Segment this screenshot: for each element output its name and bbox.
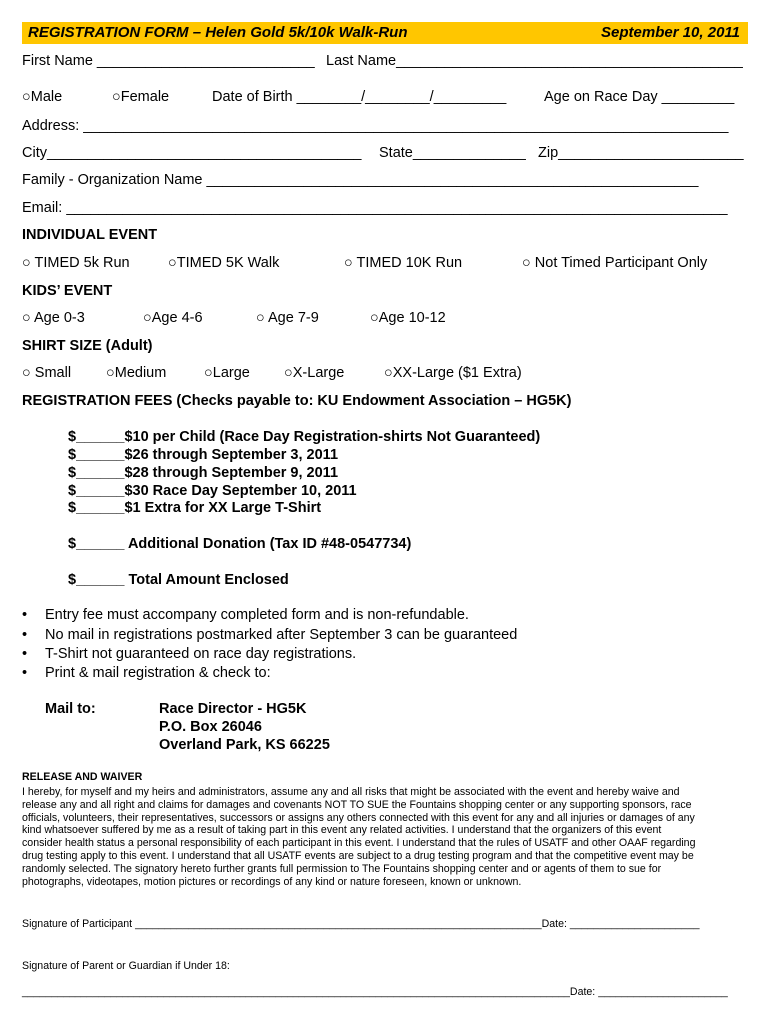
option-x-large[interactable]: ○X-Large <box>284 365 345 381</box>
bullet-item: • <box>22 607 28 623</box>
release-waiver-text <box>22 786 750 888</box>
state-field[interactable]: State______________ <box>379 145 526 161</box>
bullet-item: • <box>22 627 28 643</box>
waiver-line: consider health status a personal responsibility of each participant in this event. I understand that the rules of USATF and other OAAF regarding <box>22 837 696 850</box>
age-field[interactable]: Age on Race Day _________ <box>544 89 735 105</box>
option-small[interactable]: ○ Small <box>22 365 72 381</box>
email-field[interactable]: Email: __________________________________________________________________________________ <box>22 200 728 216</box>
event-date: September 10, 2011 <box>601 24 740 41</box>
waiver-line: randomly selected. The signatory hereto further grants full permission to The Fountains shopping center and or agents of them to sue for <box>22 862 662 875</box>
waiver-line: drug testing apply to this event. I understand that all USATF events are subject to a drug testing program and that the competitive event may be <box>22 849 694 862</box>
parent-signature-label: Signature of Parent or Guardian if Under 18: <box>22 960 230 972</box>
zip-field[interactable]: Zip_______________________ <box>538 145 744 161</box>
option-age-10-12[interactable]: ○Age 10-12 <box>370 310 446 326</box>
option-timed-5k-run[interactable]: ○ TIMED 5k Run <box>22 255 130 271</box>
first-name-field[interactable]: First Name ___________________________ <box>22 53 315 69</box>
option-not-timed[interactable]: ○ Not Timed Participant Only <box>522 255 708 271</box>
mail-address-line-2: P.O. Box 26046 <box>159 719 262 735</box>
female-option[interactable]: ○Female <box>112 89 170 105</box>
mail-address-line-1: Race Director - HG5K <box>159 701 307 717</box>
waiver-line: kind whatsoever suffered by me as a result of taking part in this event any related activities. I understand that the organizers of this event <box>22 824 662 837</box>
waiver-line: officials, volunteers, their representatives, successors or assigns any others connected with this event for any and all injuries or damages of any <box>22 811 695 824</box>
last-name-field[interactable]: Last Name___________________________________________ <box>326 53 743 69</box>
fee-line-xx-large[interactable]: $______$1 Extra for XX Large T-Shirt <box>68 500 322 516</box>
bullet-text-entry-fee: Entry fee must accompany completed form and is non-refundable. <box>45 607 469 623</box>
male-option[interactable]: ○Male <box>22 89 63 105</box>
registration-fees-heading: REGISTRATION FEES (Checks payable to: KU Endowment Association – HG5K) <box>22 393 572 409</box>
option-xx-large[interactable]: ○XX-Large ($1 Extra) <box>384 365 522 381</box>
additional-donation-line[interactable]: $______ Additional Donation (Tax ID #48-0547734) <box>68 536 412 552</box>
fee-line-child[interactable]: $______$10 per Child (Race Day Registration-shirts Not Guaranteed) <box>68 429 541 445</box>
shirt-size-heading: SHIRT SIZE (Adult) <box>22 338 153 354</box>
family-organization-field[interactable]: Family - Organization Name _____________________________________________________________ <box>22 172 699 188</box>
city-field[interactable]: City_______________________________________ <box>22 145 362 161</box>
mail-address-line-3: Overland Park, KS 66225 <box>159 737 330 753</box>
release-waiver-heading: RELEASE AND WAIVER <box>22 771 143 783</box>
parent-signature-line[interactable]: _____________________________________________________________________________________________Date: ______________________ <box>22 986 728 998</box>
option-age-4-6[interactable]: ○Age 4-6 <box>143 310 203 326</box>
participant-signature-line[interactable]: Signature of Participant _____________________________________________________________________Date: ______________________ <box>22 918 700 930</box>
bullet-text-no-mail: No mail in registrations postmarked after September 3 can be guaranteed <box>45 627 518 643</box>
waiver-line: I hereby, for myself and my heirs and administrators, assume any and all risks that might be associated with the event and hereby waive and <box>22 786 680 798</box>
date-of-birth-field[interactable]: Date of Birth ________/________/_________ <box>212 89 507 105</box>
bullet-text-print-mail: Print & mail registration & check to: <box>45 665 271 681</box>
bullet-item: • <box>22 646 28 662</box>
mail-to-label: Mail to: <box>45 701 96 717</box>
option-large[interactable]: ○Large <box>204 365 250 381</box>
fee-line-race-day[interactable]: $______$30 Race Day September 10, 2011 <box>68 483 357 499</box>
fee-line-sept-3[interactable]: $______$26 through September 3, 2011 <box>68 447 339 463</box>
total-amount-line[interactable]: $______ Total Amount Enclosed <box>68 572 289 588</box>
option-age-0-3[interactable]: ○ Age 0-3 <box>22 310 85 326</box>
option-timed-10k-run[interactable]: ○ TIMED 10K Run <box>344 255 463 271</box>
form-title: REGISTRATION FORM – Helen Gold 5k/10k Walk-Run <box>28 24 408 41</box>
waiver-line: photographs, videotapes, motion pictures or recordings of any kind or nature foreseen, known or unknown. <box>22 875 522 888</box>
header-banner <box>22 22 748 44</box>
individual-event-heading: INDIVIDUAL EVENT <box>22 227 158 243</box>
waiver-line: release any and all right and claims for damages and covenants NOT TO SUE the Fountains shopping center or any supporting sponsors, race <box>22 798 692 811</box>
option-timed-5k-walk[interactable]: ○TIMED 5K Walk <box>168 255 280 271</box>
option-age-7-9[interactable]: ○ Age 7-9 <box>256 310 319 326</box>
address-field[interactable]: Address: ________________________________________________________________________________ <box>22 118 729 134</box>
kids-event-heading: KIDS’ EVENT <box>22 283 113 299</box>
option-medium[interactable]: ○Medium <box>106 365 167 381</box>
bullet-item: • <box>22 665 28 681</box>
bullet-text-tshirt: T-Shirt not guaranteed on race day registrations. <box>45 646 357 662</box>
fee-line-sept-9[interactable]: $______$28 through September 9, 2011 <box>68 465 339 481</box>
